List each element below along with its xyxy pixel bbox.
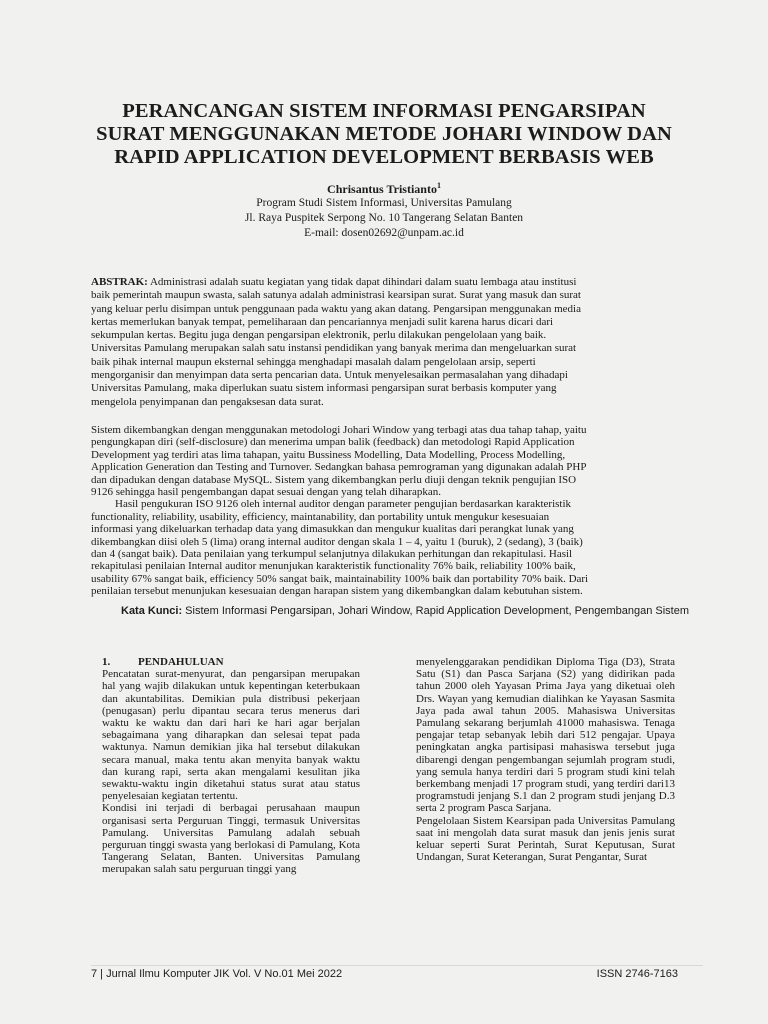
author-name-text: Chrisantus Tristianto: [327, 182, 437, 196]
left-column: [102, 656, 360, 876]
paper-title: [60, 100, 708, 169]
abstract-line: Sistem dikembangkan dengan menggunakan metodologi Johari Window yang terbagi atas dua tahap tahap, yaitu: [91, 424, 587, 436]
abstract-block: [91, 276, 675, 409]
abstract-line: [91, 276, 675, 289]
abstract-line: penilaian tersebut menunjukan kesesuaian dengan harapan sistem yang dikembangkan dalam kebutuhan sistem.: [91, 585, 583, 598]
section-number: 1.: [102, 656, 111, 668]
body-paragraph: Pengelolaan Sistem Kearsipan pada Universitas Pamulang saat ini mengolah data surat masuk dan jenis jenis surat keluar seperti Surat Perintah, Surat Keputusan, Surat Undangan, Surat Keterangan, Surat Pengantar, Surat: [416, 814, 675, 864]
affiliation-line: Program Studi Sistem Informasi, Universitas Pamulang: [256, 197, 512, 209]
keywords-text: Sistem Informasi Pengarsipan, Johari Window, Rapid Application Development, Pengembangan Sistem: [182, 605, 690, 617]
email-line: E-mail: dosen02692@unpam.ac.id: [304, 227, 464, 239]
abstract-line: dan 4 (sangat baik). Data penilaian yang terkumpul selanjutnya dilakukan perhitungan dan rekapitulasi. Hasil: [91, 548, 573, 561]
abstract-line: 9126 sehingga hasil pengembangan dapat sesuai dengan yang telah diharapkan.: [91, 486, 442, 499]
abstract-line: dan dipadukan dengan database MySQL. Sistem yang dikembangkan perlu diuji dengan teknik pengujian ISO: [91, 473, 577, 486]
abstract-line: usability 67% sangat baik, efficiency 50% sangat baik, maintainability 100% baik dan portability 70% baik. Dari: [91, 572, 589, 585]
abstract-line: baik pemerintah maupun swasta, salah satunya adalah administrasi kearsipan surat. Surat yang masuk dan surat: [91, 289, 581, 302]
title-line-1: PERANCANGAN SISTEM INFORMASI PENGARSIPAN: [122, 100, 646, 122]
keywords: [121, 605, 703, 618]
section-title: PENDAHULUAN: [138, 656, 224, 668]
abstract-line: mengorganisir dan menyimpan data serta pencarian data. Untuk menyelesaikan permasalahan yang dihadapi: [91, 369, 568, 382]
author-name: [60, 181, 708, 197]
footer-journal-info: 7 | Jurnal Ilmu Komputer JIK Vol. V No.01 Mei 2022: [91, 968, 343, 980]
footer-issn: ISSN 2746-7163: [596, 968, 678, 980]
body-paragraph: menyelenggarakan pendidikan Diploma Tiga (D3), Strata Satu (S1) dan Pasca Sarjana (S2) yang didirikan pada tahun 2000 oleh Yayasan Prima Jaya yang diketuai oleh Drs. Wayan yang kemudian dialihkan ke Yayasan Sasmita Jaya pada awal tahun 2005. Mahasiswa Universitas Pamulang sekarang berjumlah 41000 mahasiswa. Tenaga pengajar tetap sebanyak lebih dari 512 pengajar. Upaya peningkatan angka partisipasi mahasiswa tersebut juga dibarengi dengan pengembangan sejumlah program studi, yang semula hanya terdiri dari 5 program studi kini telah berkembang menjadi 17 program studi, yang terdiri dari13 programstudi jenjang S.1 dan 2 program studi jenjang D.3 serta 2 program Pasca Sarjana.: [416, 656, 675, 815]
abstract-line: baik pihak internal maupun eksternal sehingga menghadapi masalah dalam pengelolaan arsip, seperti: [91, 355, 536, 368]
address-line: Jl. Raya Puspitek Serpong No. 10 Tangerang Selatan Banten: [244, 212, 524, 224]
abstract-line: Development yag terdiri atas lima tahapan, yaitu Bussiness Modelling, Data Modelling, Process Modelling,: [91, 448, 566, 461]
author-affiliation: [60, 196, 708, 241]
abstract-line: informasi yang dikeluarkan terhadap data yang dimasukkan dan mengukur kualitas dari perangkat lunak yang: [91, 523, 574, 536]
abstract-line: sekumpulan kertas. Begitu juga dengan pengarsipan elektronik, perlu dilakukan pengelolaan yang baik.: [91, 329, 547, 342]
title-line-2: SURAT MENGGUNAKAN METODE JOHARI WINDOW DAN: [96, 123, 672, 145]
body-paragraph: Pencatatan surat-menyurat, dan pengarsipan merupakan hal yang wajib dilakukan untuk kepentingan keterbukaan dan akuntabilitas. Demikian pula distribusi pekerjaan (penugasan) perlu dipantau secara terus menerus dari waktu ke waktu dan dari hari ke hari agar berjalan sebagaimana yang diharapkan dan selesai tepat pada waktunya. Namun demikian jika hal tersebut dilakukan secara manual, maka tentu akan menyita banyak waktu dan kurang rapi, serta akan mengalami kesulitan jika sewaktu-waktu ingin diketahui status surat atau status penyelesaian kegiatan tertentu.: [102, 668, 360, 803]
section-heading: [102, 656, 360, 668]
author-superscript: 1: [436, 181, 441, 190]
abstract-continued: [91, 424, 675, 598]
abstract-line: dikembangkan diisi oleh 5 (lima) orang internal auditor dengan skala 1 – 4, yaitu 1 (buruk), 2 (sedang), 3 (baik): [91, 535, 583, 548]
abstract-text: Administrasi adalah suatu kegiatan yang tidak dapat dihindari dalam suatu lembaga atau institusi: [147, 276, 577, 288]
abstract-line: Universitas Pamulang, maka diperlukan suatu sistem informasi pengarsipan surat berbasis komputer yang: [91, 382, 557, 395]
abstract-label: ABSTRAK:: [91, 276, 148, 288]
abstract-line: Application Generation dan Testing and Turnover. Sedangkan bahasa pemrograman yang digunakan adalah PHP: [91, 461, 587, 474]
abstract-line: Universitas Pamulang merupakan salah satu instansi pendidikan yang banyak merima dan mengeluarkan surat: [91, 342, 577, 355]
abstract-line: kertas memerlukan banyak tempat, pemeliharaan dan pencariannya menjadi sulit karena harus dicari dari: [91, 315, 554, 328]
body-paragraph: Kondisi ini terjadi di berbagai perusahaan maupun organisasi serta Perguruan Tinggi, termasuk Universitas Pamulang. Universitas Pamulang adalah sebuah perguruan tinggi swasta yang berlokasi di Pamulang, Kota Tangerang Selatan, Banten. Universitas Pamulang merupakan salah satu perguruan tinggi yang: [102, 802, 360, 876]
abstract-line: yang keluar perlu disimpan untuk penggunaan pada waktu yang akan datang. Pengarsipan menggunakan media: [91, 302, 581, 315]
abstract-line: functionality, reliability, usability, efficiency, maintanability, dan portability untuk mengukur kesesuaian: [91, 510, 550, 523]
title-line-3: RAPID APPLICATION DEVELOPMENT BERBASIS WEB: [114, 146, 654, 168]
abstract-line: rekapitulasi penilaian Internal auditor menunjukan karakteristik functionality 76% baik, reliability 100% baik,: [91, 560, 576, 573]
abstract-line: pengungkapan diri (self-disclosure) dan menerima umpan balik (feedback) dan metodologi Rapid Application: [91, 436, 575, 449]
right-column: [416, 656, 675, 863]
footer-divider: [91, 965, 703, 966]
abstract-line: mengelola penyimpanan dan pengaksesan data surat.: [91, 395, 324, 408]
abstract-line: Hasil pengukuran ISO 9126 oleh internal auditor dengan parameter pengujian berdasarkan karakteristik: [115, 498, 572, 511]
keywords-label: Kata Kunci:: [121, 605, 183, 617]
